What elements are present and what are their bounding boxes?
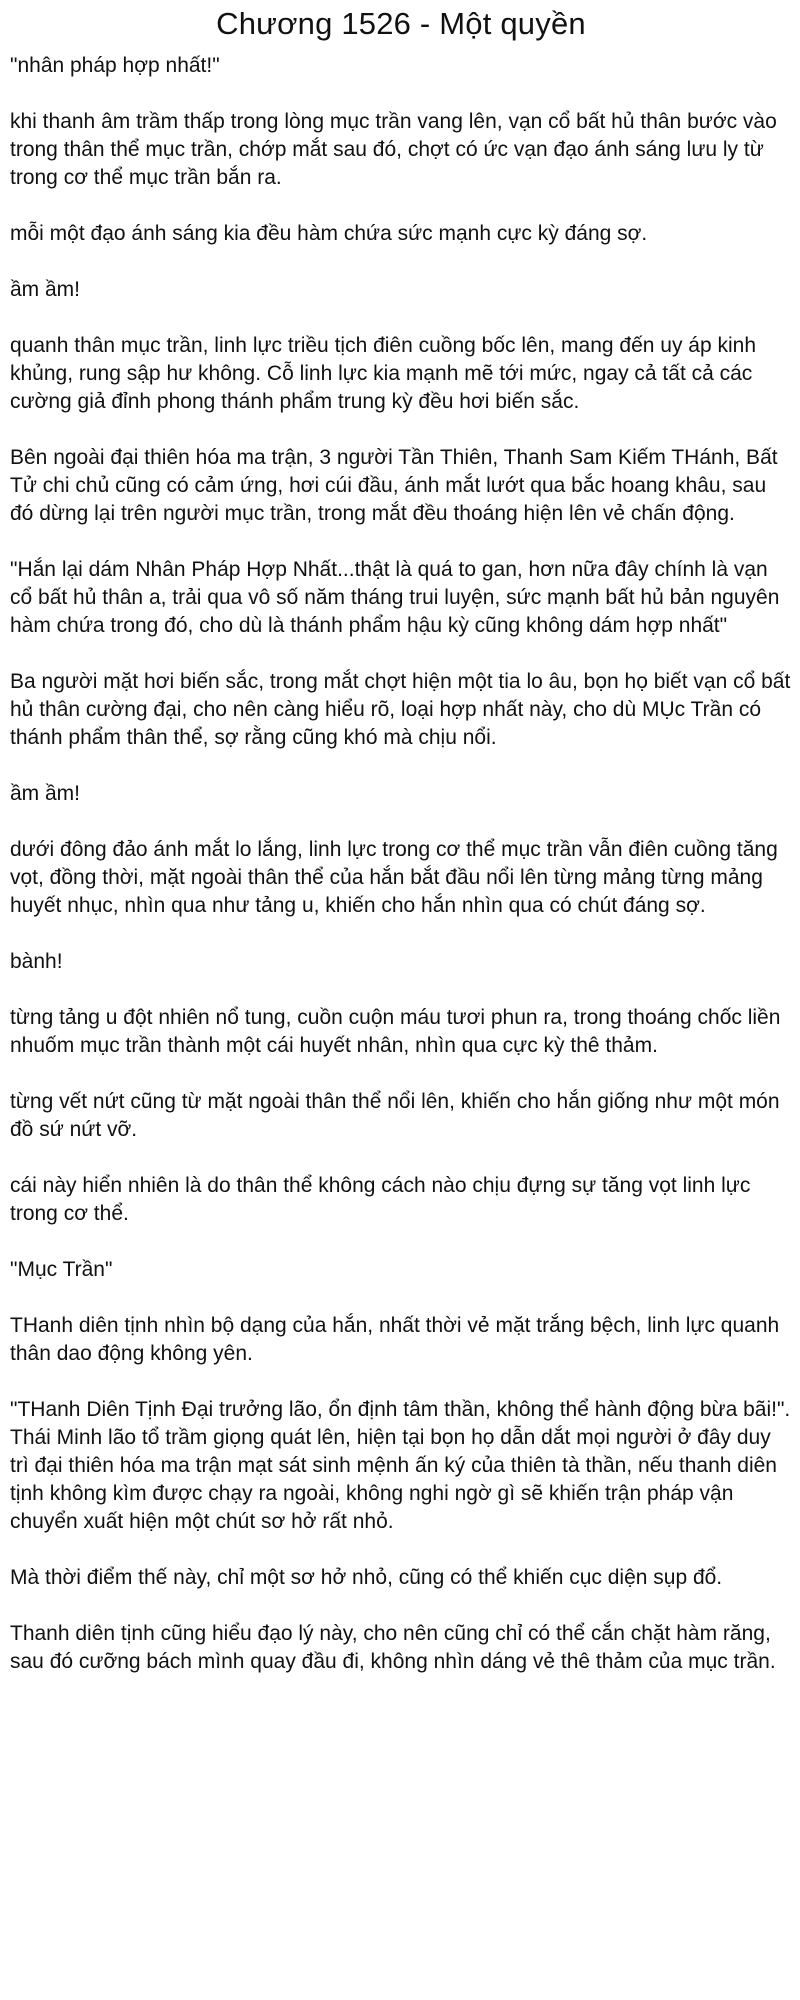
paragraph: bành! — [10, 950, 63, 973]
paragraph: mỗi một đạo ánh sáng kia đều hàm chứa sức mạnh cực kỳ đáng sợ. — [10, 222, 648, 245]
paragraph: khi thanh âm trầm thấp trong lòng mục trần vang lên, vạn cổ bất hủ thân bước vào trong thân thể mục trần, chớp mắt sau đó, chợt có ức vạn đạo ánh sáng lưu ly từ trong cơ thể mục trần bắn ra. — [10, 110, 777, 189]
paragraph: dưới đông đảo ánh mắt lo lắng, linh lực trong cơ thể mục trần vẫn điên cuồng tăng vọt, đồng thời, mặt ngoài thân thể của hắn bắt đầu nổi lên từng mảng từng mảng huyết nhục, nhìn qua như tảng u, khiến cho hắn nhìn qua có chút đáng sợ. — [10, 838, 778, 917]
chapter-body — [10, 52, 792, 1676]
paragraph: Mà thời điểm thế này, chỉ một sơ hở nhỏ, cũng có thể khiến cục diện sụp đổ. — [10, 1566, 723, 1589]
chapter-title: Chương 1526 - Một quyền — [216, 6, 586, 41]
paragraph: THanh diên tịnh nhìn bộ dạng của hắn, nhất thời vẻ mặt trắng bệch, linh lực quanh thân dao động không yên. — [10, 1314, 780, 1365]
paragraph: Bên ngoài đại thiên hóa ma trận, 3 người Tần Thiên, Thanh Sam Kiếm THánh, Bất Tử chi chủ cũng có cảm ứng, hơi cúi đầu, ánh mắt lướt qua bắc hoang khâu, sau đó dừng lại trên người mục trần, trong mắt đều thoáng hiện lên vẻ chấn động. — [10, 446, 778, 525]
paragraph: "Mục Trần" — [10, 1258, 113, 1281]
paragraph: "nhân pháp hợp nhất!" — [10, 54, 220, 77]
paragraph: cái này hiển nhiên là do thân thể không cách nào chịu đựng sự tăng vọt linh lực trong cơ thể. — [10, 1174, 751, 1225]
paragraph: Thanh diên tịnh cũng hiểu đạo lý này, cho nên cũng chỉ có thể cắn chặt hàm răng, sau đó cưỡng bách mình quay đầu đi, không nhìn dáng vẻ thê thảm của mục trần. — [10, 1622, 776, 1673]
paragraph: từng vết nứt cũng từ mặt ngoài thân thể nổi lên, khiến cho hắn giống như một món đồ sứ nứt vỡ. — [10, 1090, 780, 1141]
paragraph: Ba người mặt hơi biến sắc, trong mắt chợt hiện một tia lo âu, bọn họ biết vạn cổ bất hủ thân cường đại, cho nên càng hiểu rõ, loại hợp nhất này, cho dù MỤc Trần có thánh phẩm thân thể, sợ rằng cũng khó mà chịu nổi. — [10, 670, 791, 749]
paragraph: "Hắn lại dám Nhân Pháp Hợp Nhất...thật là quá to gan, hơn nữa đây chính là vạn cổ bất hủ thân a, trải qua vô số năm tháng trui luyện, sức mạnh bất hủ bản nguyên hàm chứa trong đó, cho dù là thánh phẩm hậu kỳ cũng không dám hợp nhất" — [10, 558, 780, 637]
paragraph: ầm ầm! — [10, 278, 81, 301]
paragraph: từng tảng u đột nhiên nổ tung, cuồn cuộn máu tươi phun ra, trong thoáng chốc liền nhuốm mục trần thành một cái huyết nhân, nhìn qua cực kỳ thê thảm. — [10, 1006, 781, 1057]
paragraph: ầm ầm! — [10, 782, 81, 805]
paragraph: quanh thân mục trần, linh lực triều tịch điên cuồng bốc lên, mang đến uy áp kinh khủng, rung sập hư không. Cỗ linh lực kia mạnh mẽ tới mức, ngay cả tất cả các cường giả đỉnh phong thánh phẩm trung kỳ đều hơi biến sắc. — [10, 334, 757, 413]
paragraph: "THanh Diên Tịnh Đại trưởng lão, ổn định tâm thần, không thể hành động bừa bãi!". Thái Minh lão tổ trầm giọng quát lên, hiện tại bọn họ dẫn dắt mọi người ở đây duy trì đại thiên hóa ma trận mạt sát sinh mệnh ấn ký của thiên tà thần, nếu thanh diên tịnh không kìm được chạy ra ngoài, không nghi ngờ gì sẽ khiến trận pháp vận chuyển xuất hiện một chút sơ hở rất nhỏ. — [10, 1398, 791, 1533]
